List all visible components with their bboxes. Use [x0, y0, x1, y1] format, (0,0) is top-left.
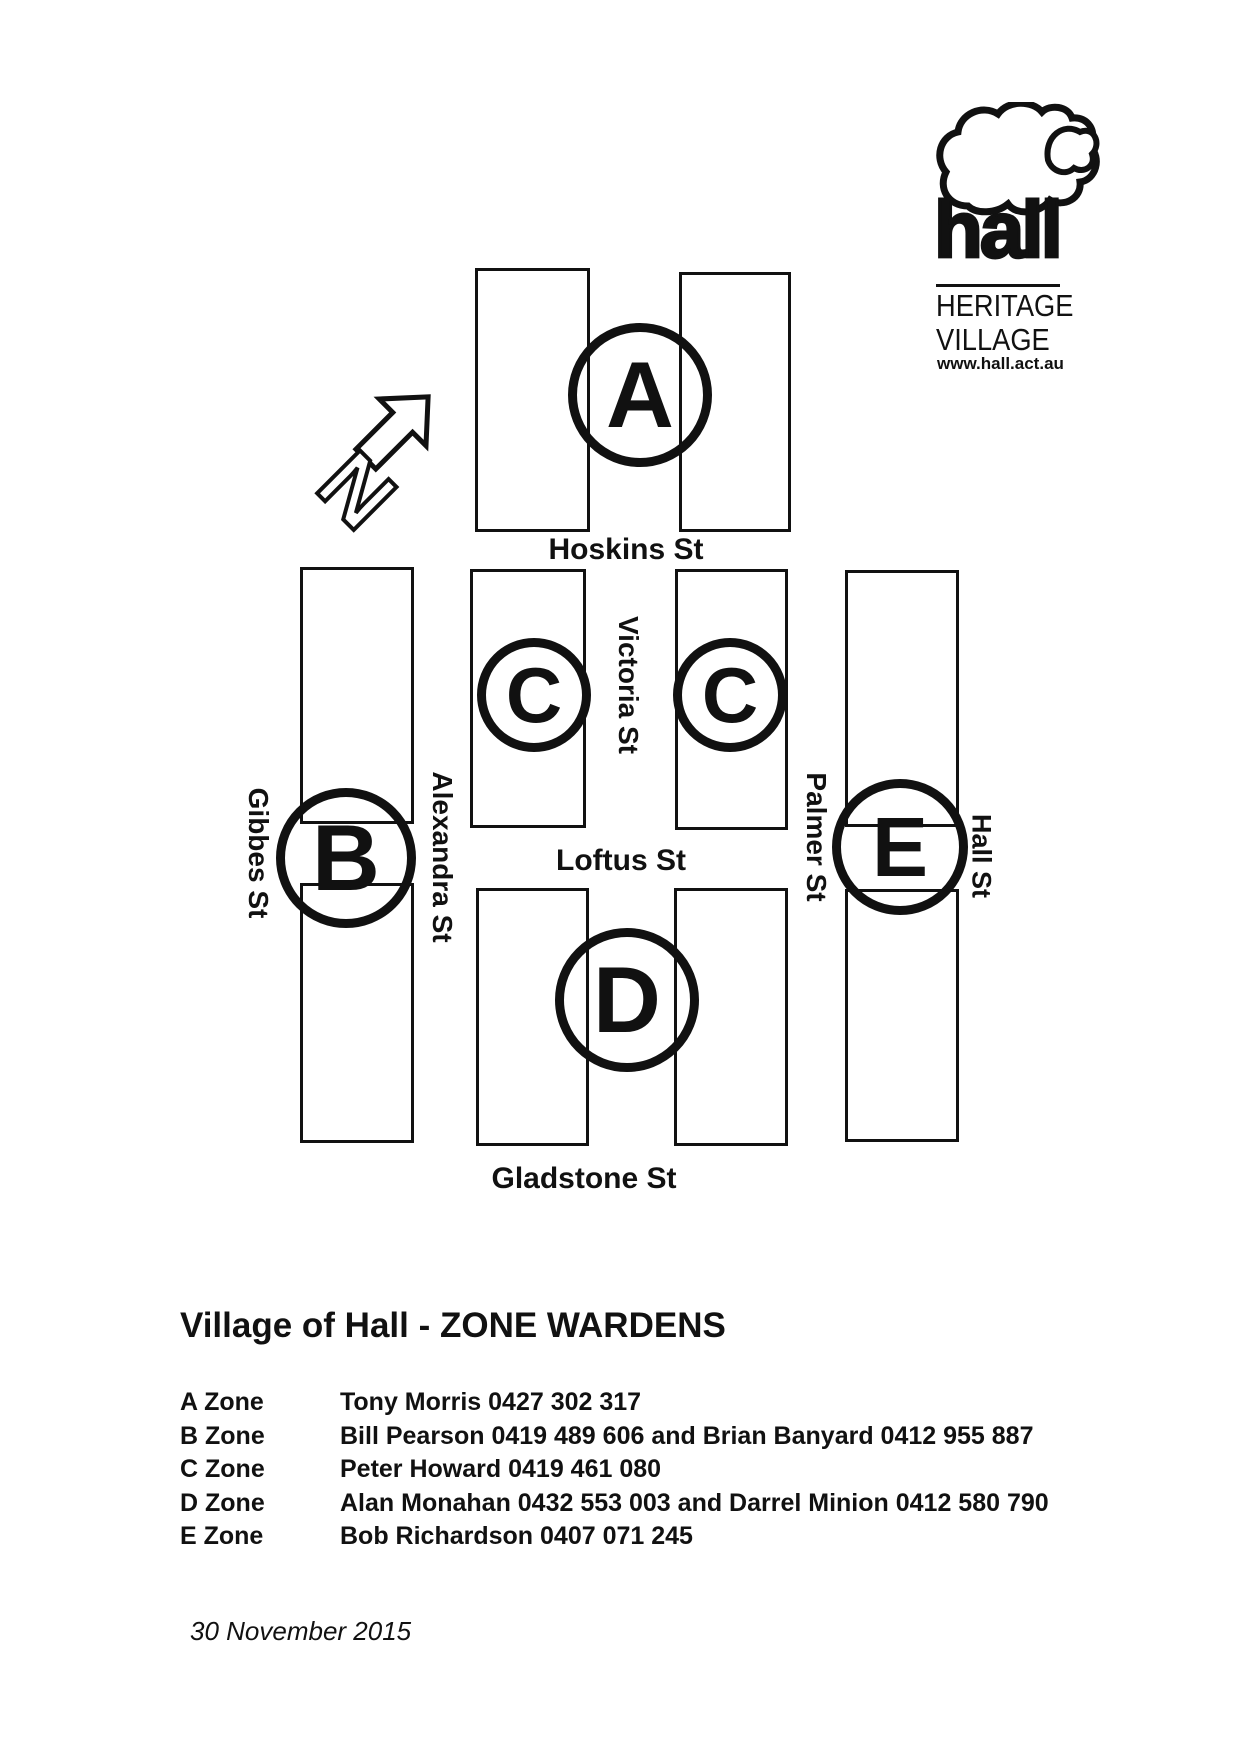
zone-label: C Zone [180, 1455, 265, 1483]
zone-contact: Alan Monahan 0432 553 003 and Darrel Minion 0412 580 790 [340, 1488, 1049, 1517]
page-title: Village of Hall - ZONE WARDENS [180, 1306, 726, 1345]
zone-label: A Zone [180, 1388, 264, 1416]
zone-contact: Peter Howard 0419 461 080 [340, 1455, 662, 1483]
zone-contact: Bob Richardson 0407 071 245 [340, 1522, 693, 1550]
city-block [845, 889, 959, 1142]
warden-list [180, 1388, 1049, 1556]
street-label-palmer: Palmer St [801, 772, 832, 902]
zone-contact: Tony Morris 0427 302 317 [340, 1388, 642, 1416]
zone-contact: Bill Pearson 0419 489 606 and Brian Banyard 0412 955 887 [340, 1421, 1034, 1450]
zone-letter: A [606, 342, 674, 447]
zone-label: D Zone [180, 1488, 265, 1517]
zone-marker-c-west [477, 638, 591, 752]
street-label-hoskins: Hoskins St [548, 533, 704, 566]
city-block [300, 567, 414, 824]
warden-row [180, 1388, 1049, 1422]
logo-wordmark: hall [934, 185, 1060, 274]
logo-heritage-line: HERITAGE [936, 288, 1074, 323]
zone-marker-a [568, 323, 712, 467]
zone-marker-c-east [673, 638, 787, 752]
street-label-alexandra: Alexandra St [427, 771, 458, 943]
zone-marker-d [555, 928, 699, 1072]
zone-letter: E [871, 800, 929, 894]
logo-website-url: www.hall.act.au [937, 354, 1064, 373]
street-label-hall: Hall St [966, 813, 997, 899]
warden-row [180, 1455, 1049, 1489]
logo-village-line: VILLAGE [936, 322, 1050, 357]
street-label-gladstone: Gladstone St [491, 1162, 677, 1195]
warden-row [180, 1422, 1049, 1456]
street-label-loftus: Loftus St [556, 844, 686, 877]
zone-letter: B [312, 805, 380, 910]
warden-row [180, 1489, 1049, 1523]
north-label: N [299, 432, 415, 548]
zone-letter: C [701, 651, 759, 739]
street-label-gibbes: Gibbes St [243, 787, 274, 919]
logo-divider [936, 284, 1060, 287]
north-arrow-icon [272, 368, 452, 553]
zone-marker-e [832, 779, 968, 915]
zone-letter: C [505, 651, 563, 739]
zone-marker-b [276, 788, 416, 928]
zone-label: E Zone [180, 1522, 264, 1550]
warden-row [180, 1522, 1049, 1556]
document-date: 30 November 2015 [190, 1616, 412, 1646]
zone-letter: D [593, 947, 661, 1052]
zone-label: B Zone [180, 1421, 265, 1450]
street-label-victoria: Victoria St [613, 616, 644, 754]
hall-heritage-village-logo [930, 102, 1115, 387]
